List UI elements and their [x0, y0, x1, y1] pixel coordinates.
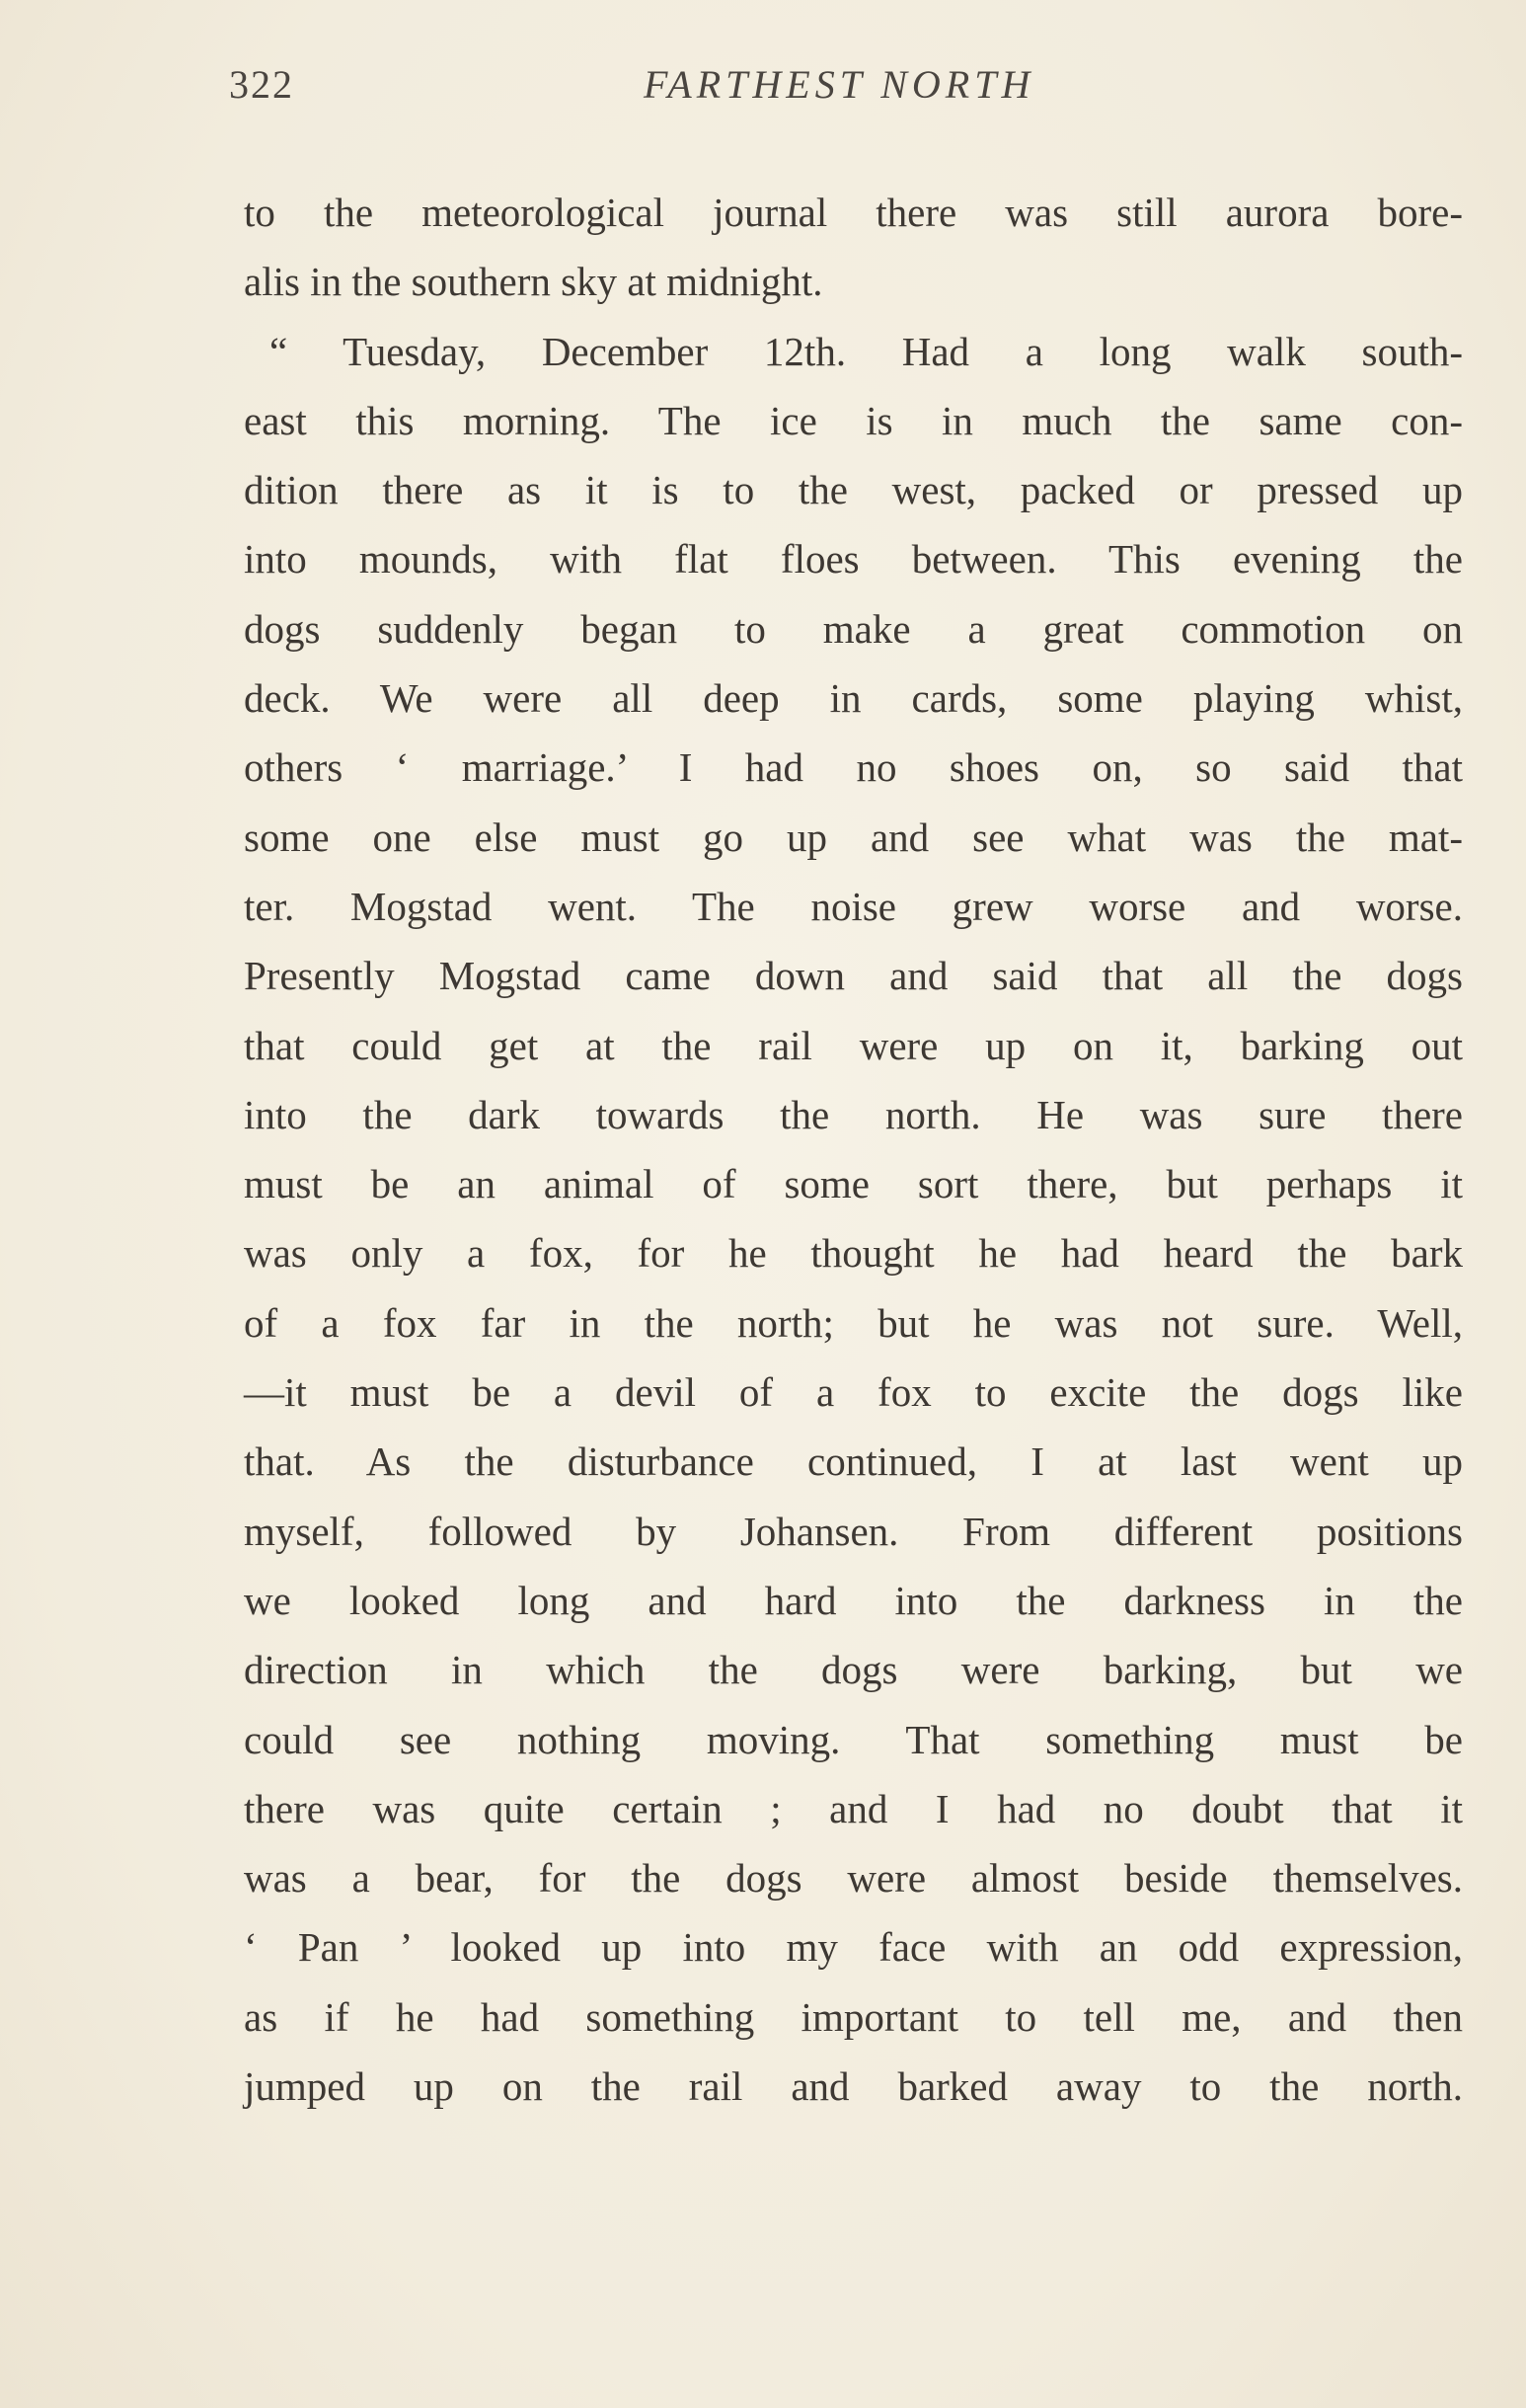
- text-line: into the dark towards the north. He was sure there: [244, 1091, 1463, 1137]
- text-line: others ‘ marriage.’ I had no shoes on, so said that: [244, 744, 1463, 791]
- text-line: jumped up on the rail and barked away to the north.: [244, 2063, 1463, 2110]
- text-line: ‘ Pan ’ looked up into my face with an odd expression,: [244, 1924, 1463, 1971]
- text-line: of a fox far in the north; but he was not sure. Well,: [244, 1299, 1463, 1346]
- text-line: we looked long and hard into the darkness in the: [244, 1577, 1463, 1623]
- text-line: myself, followed by Johansen. From different positions: [244, 1508, 1463, 1554]
- text-line: direction in which the dogs were barking, but we: [244, 1647, 1463, 1693]
- text-line: —it must be a devil of a fox to excite the dogs like: [244, 1369, 1463, 1416]
- body-text: [244, 178, 1463, 2121]
- text-line: there was quite certain ; and I had no doubt that it: [244, 1785, 1463, 1831]
- text-line: “ Tuesday, December 12th. Had a long walk south-: [269, 328, 1463, 374]
- text-line: was a bear, for the dogs were almost beside themselves.: [244, 1855, 1463, 1902]
- text-line: to the meteorological journal there was still aurora bore-: [244, 190, 1463, 235]
- text-line: into mounds, with flat floes between. This evening the: [244, 536, 1463, 583]
- text-line: some one else must go up and see what was the mat-: [244, 814, 1463, 860]
- text-line: deck. We were all deep in cards, some playing whist,: [244, 675, 1463, 722]
- text-line: as if he had something important to tell me, and then: [244, 1993, 1463, 2040]
- text-line: east this morning. The ice is in much the same con-: [244, 397, 1463, 443]
- text-line: could see nothing moving. That something must be: [244, 1716, 1463, 1762]
- text-line: dition there as it is to the west, packed or pressed up: [244, 467, 1463, 513]
- text-line: dogs suddenly began to make a great commotion on: [244, 605, 1463, 652]
- text-line: that. As the disturbance continued, I at last went up: [244, 1438, 1463, 1485]
- page-number: 322: [229, 62, 294, 107]
- running-head: [229, 61, 1463, 120]
- text-line: that could get at the rail were up on it, barking out: [244, 1022, 1463, 1068]
- text-line: Presently Mogstad came down and said that all the dogs: [244, 953, 1463, 999]
- text-line: was only a fox, for he thought he had heard the bark: [244, 1230, 1463, 1277]
- running-title: FARTHEST NORTH: [644, 62, 1035, 107]
- text-line: ter. Mogstad went. The noise grew worse and worse.: [244, 883, 1463, 929]
- text-line: alis in the southern sky at midnight.: [244, 259, 823, 305]
- text-line: must be an animal of some sort there, but perhaps it: [244, 1161, 1463, 1207]
